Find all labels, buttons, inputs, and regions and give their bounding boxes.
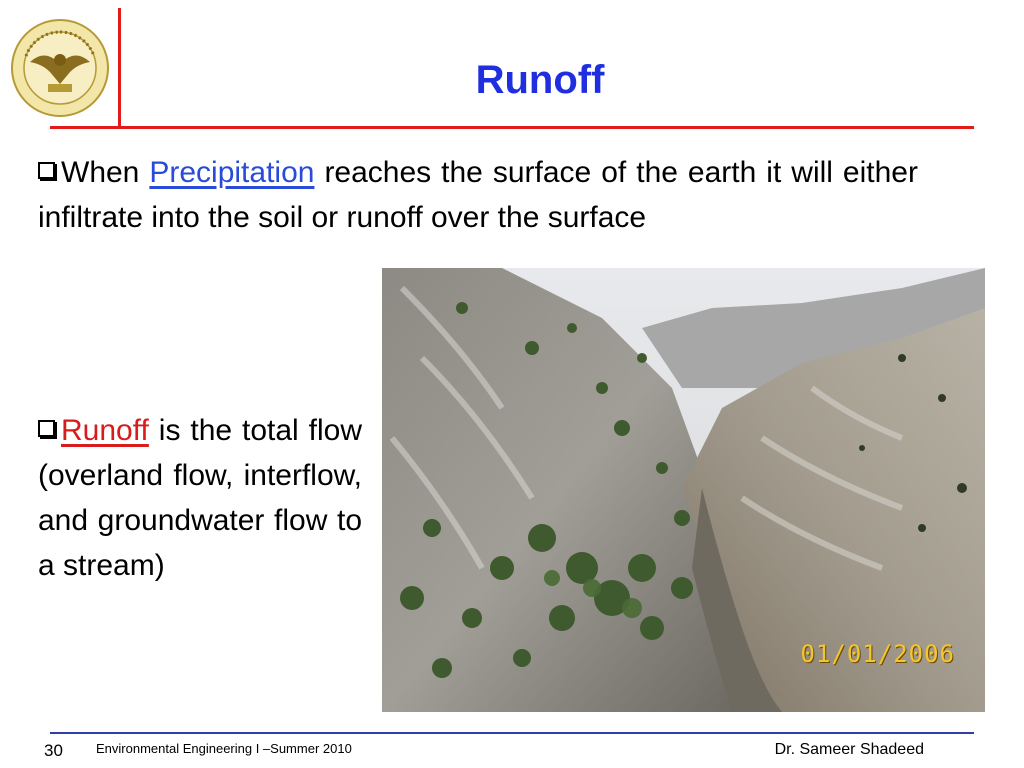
paragraph-runoff xyxy=(38,408,362,588)
slide-title: Runoff xyxy=(475,58,605,102)
header-horizontal-rule xyxy=(50,126,974,129)
p1-suffix: reaches the surface of the earth it will either infiltrate into the soil or runoff over the surface xyxy=(38,156,918,234)
footer-rule xyxy=(50,732,974,734)
checkbox-bullet-icon xyxy=(38,162,55,179)
p2-suffix: is the total flow (overland flow, interflow, and groundwater flow to a stream) xyxy=(38,414,362,582)
p1-prefix: When xyxy=(61,156,150,189)
header-vertical-rule xyxy=(118,8,121,128)
course-name: Environmental Engineering I –Summer 2010 xyxy=(96,741,352,756)
university-logo xyxy=(10,18,110,118)
author-name: Dr. Sameer Shadeed xyxy=(774,741,924,758)
paragraph-precipitation xyxy=(38,150,918,240)
photo-date-stamp: 01/01/2006 xyxy=(800,640,955,668)
page-number: 30 xyxy=(44,741,63,760)
valley-photo xyxy=(382,268,985,712)
runoff-link[interactable]: Runoff xyxy=(61,414,149,447)
precipitation-link[interactable]: Precipitation xyxy=(149,156,315,189)
checkbox-bullet-icon xyxy=(38,420,55,437)
